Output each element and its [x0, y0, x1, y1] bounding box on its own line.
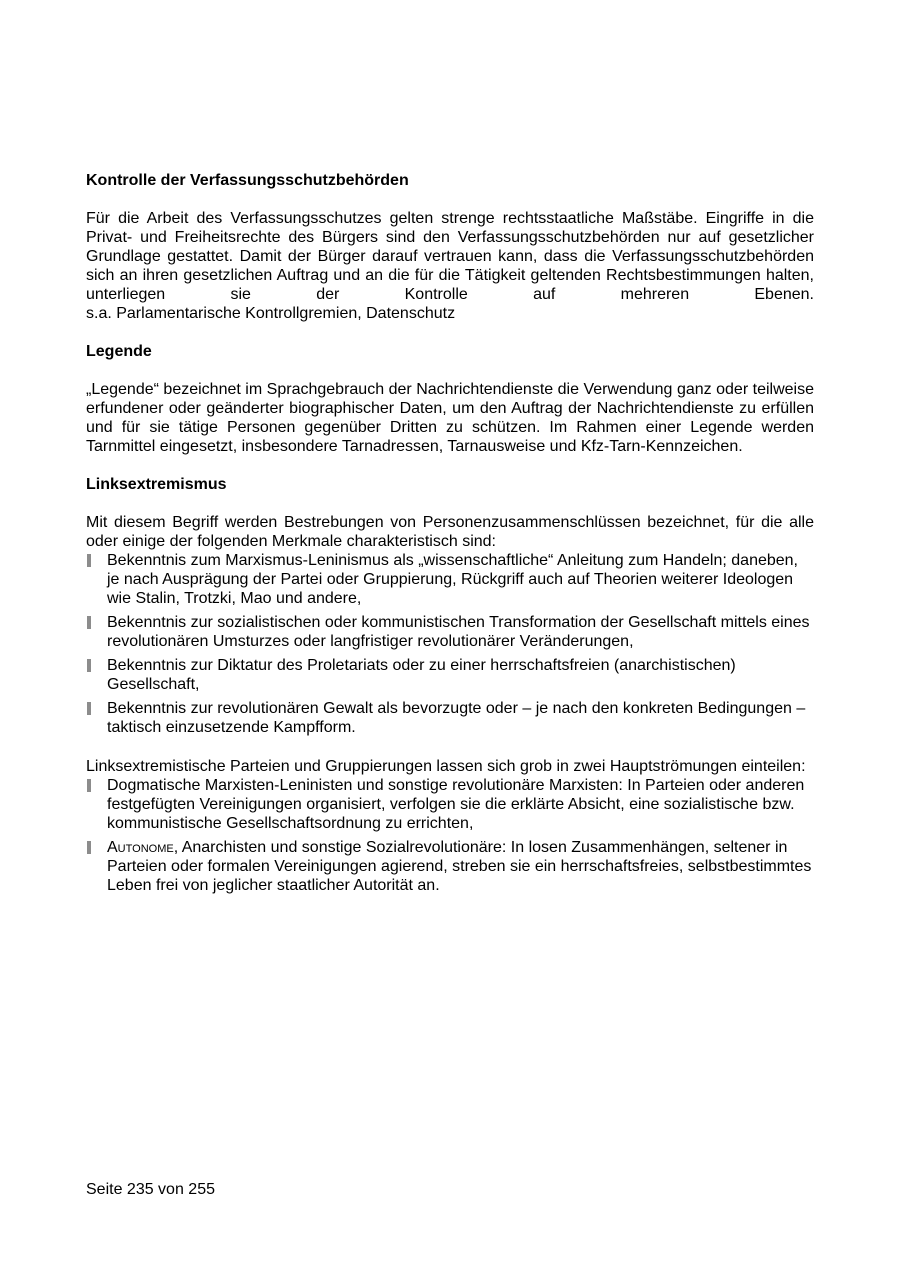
bullet-bar-icon	[87, 616, 91, 629]
section-title-linksextremismus: Linksextremismus	[86, 476, 227, 493]
bullet-bar-icon	[87, 702, 91, 715]
merkmale-list	[86, 551, 814, 737]
list-item: Bekenntnis zur sozialistischen oder kommunistischen Transformation der Gesellschaft mittels eines revolutionären Umsturzes oder langfristiger revolutionärer Veränderungen,	[86, 613, 814, 651]
list-item: Dogmatische Marxisten-Leninisten und sonstige revolutionäre Marxisten: In Parteien oder anderen festgefügten Vereinigungen organisiert, verfolgen sie die erklärte Absicht, eine sozialistische bzw. kommunistische Gesellschaftsordnung zu errichten,	[86, 776, 814, 833]
stroemungen-list	[86, 776, 814, 895]
bullet-bar-icon	[87, 779, 91, 792]
section-title-legende: Legende	[86, 343, 152, 360]
paragraph-kontrolle: Für die Arbeit des Verfassungsschutzes gelten strenge rechtsstaatliche Maßstäbe. Eingriffe in die Privat- und Freiheitsrechte des Bürgers sind den Verfassungsschutzbehörden nur auf gesetzlicher Grundlage gestattet. Damit der Bürger darauf vertrauen kann, dass die Verfassungsschutzbehörden sich an ihren gesetzlichen Auftrag und an die für die Tätigkeit geltenden Rechtsbestimmungen halten, unterliegen sie der Kontrolle auf mehreren Ebenen.	[86, 210, 814, 303]
list-item: Bekenntnis zur revolutionären Gewalt als bevorzugte oder – je nach den konkreten Bedingungen – taktisch einzusetzende Kampfform.	[86, 699, 814, 737]
paragraph-linksextremismus-intro: Mit diesem Begriff werden Bestrebungen von Personenzusammenschlüssen bezeichnet, für die alle oder einige der folgenden Merkmale charakteristisch sind:	[86, 514, 814, 550]
term-autonome: Autonome	[107, 839, 174, 856]
bullet-bar-icon	[87, 554, 91, 567]
list-item: Bekenntnis zum Marxismus-Leninismus als „wissenschaftliche“ Anleitung zum Handeln; daneben, je nach Ausprägung der Partei oder Gruppierung, Rückgriff auch auf Theorien weiterer Ideologen wie Stalin, Trotzki, Mao und andere,	[86, 551, 814, 608]
see-also-note: s.a. Parlamentarische Kontrollgremien, Datenschutz	[86, 305, 456, 322]
paragraph-legende: „Legende“ bezeichnet im Sprachgebrauch der Nachrichtendienste die Verwendung ganz oder teilweise erfundener oder geänderter biographischer Daten, um den Auftrag der Nachrichtendienste zu erfüllen und für sie tätige Personen gegenüber Dritten zu schützen. Im Rahmen einer Legende werden Tarnmittel eingesetzt, insbesondere Tarnadressen, Tarnausweise und Kfz-Tarn-Kennzeichen.	[86, 381, 814, 455]
bullet-bar-icon	[87, 659, 91, 672]
section-title-kontrolle: Kontrolle der Verfassungsschutzbehörden	[86, 172, 409, 189]
paragraph-stroemungen-intro: Linksextremistische Parteien und Gruppierungen lassen sich grob in zwei Hauptströmungen einteilen:	[86, 758, 806, 775]
bullet-bar-icon	[87, 841, 91, 854]
document-page	[86, 171, 814, 900]
page-number: Seite 235 von 255	[86, 1181, 215, 1198]
list-item: Bekenntnis zur Diktatur des Proletariats oder zu einer herrschaftsfreien (anarchistischen) Gesellschaft,	[86, 656, 814, 694]
list-item: Autonome, Anarchisten und sonstige Sozialrevolutionäre: In losen Zusammenhängen, seltener in Parteien oder formalen Vereinigungen agierend, streben sie ein herrschaftsfreies, selbstbestimmtes Leben frei von jeglicher staatlicher Autorität an.	[86, 838, 814, 895]
